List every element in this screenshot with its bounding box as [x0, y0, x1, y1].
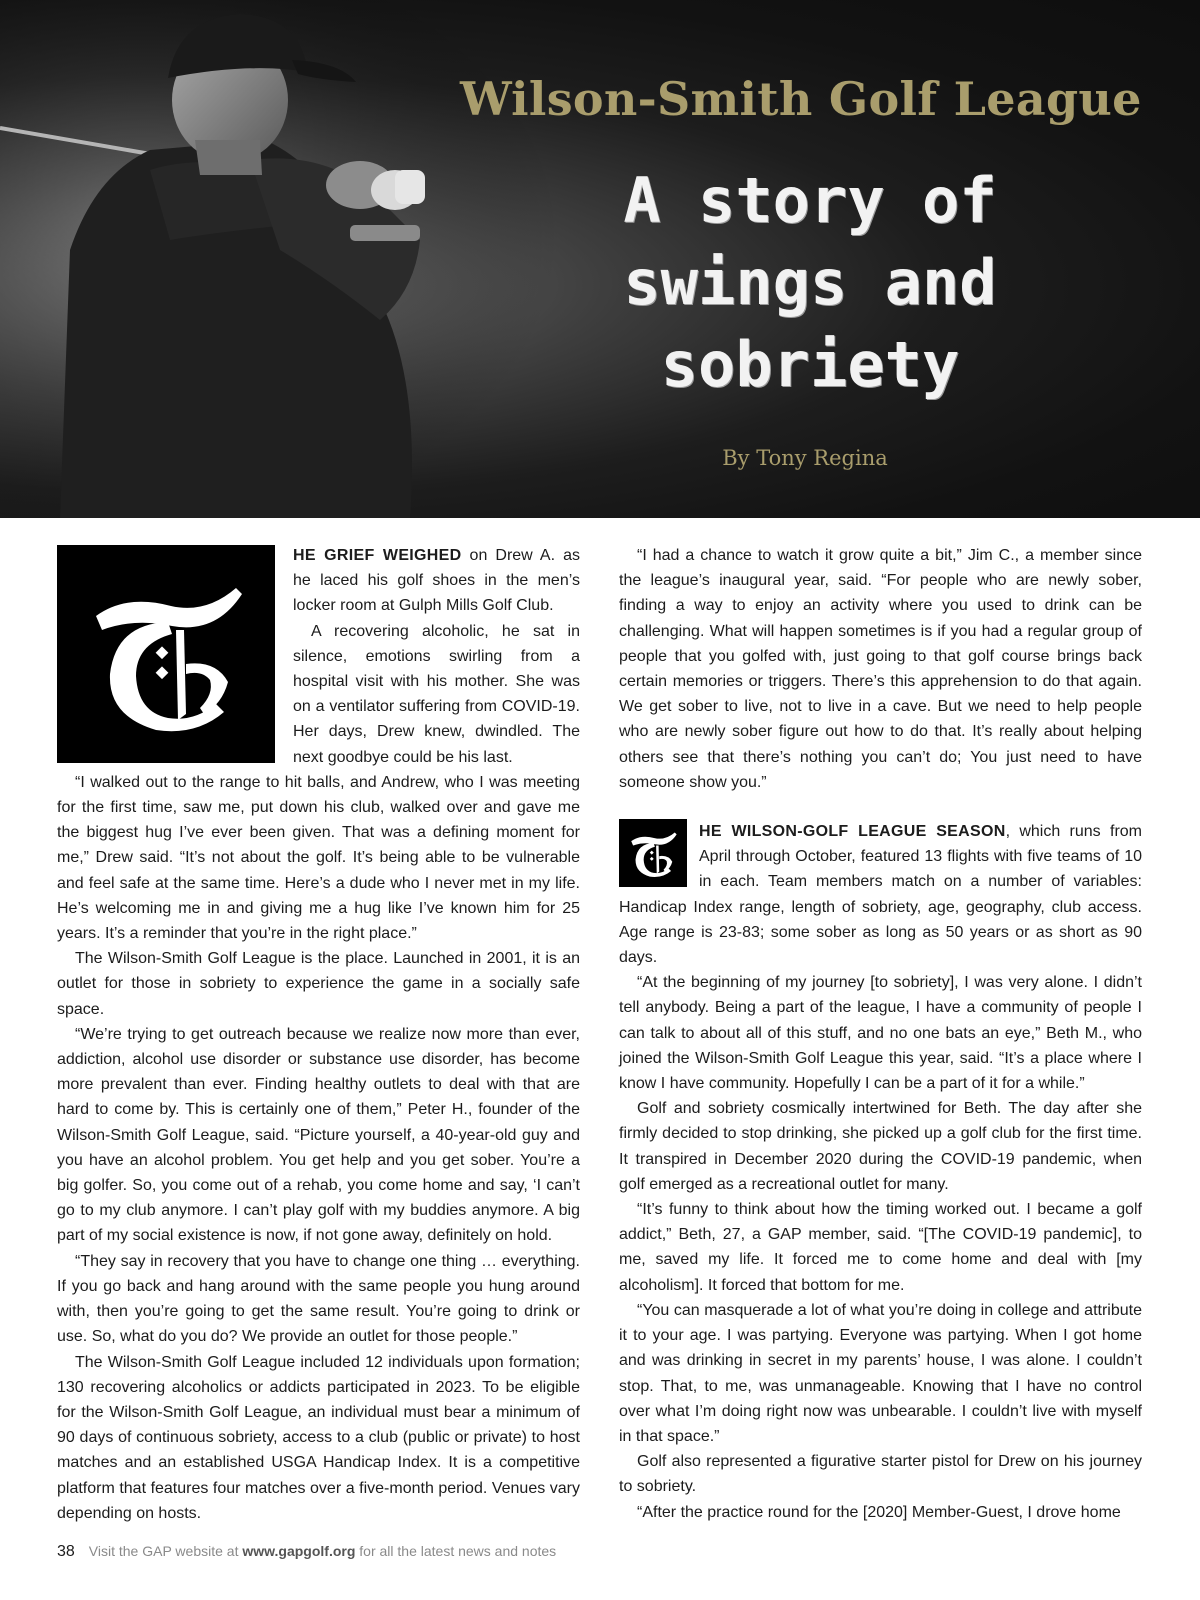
article-paragraph: “We’re trying to get outreach because we realize now more than ever, addiction, alcohol use disorder or substance use disorder, has become more prevalent than ever. Finding healthy outlets to deal with that are hard to come by. This is certainly one of them,” Peter H., founder of the Wilson-Smith Golf League, said. “Picture yourself, a 40-year-old guy and you have an alcohol problem. You get help and you get sober. You’re a big golfer. So, you come out of a rehab, you come home and say, ‘I can’t go to my club anymore. I can’t play golf with my buddies anymore. A big part of my social existence is now, if not gone away, definitely on hold.: [57, 1025, 580, 1245]
page-footer: [57, 1543, 757, 1561]
hero-banner: [0, 0, 1200, 518]
article-column-left: [57, 543, 580, 1526]
article-paragraph: “You can masquerade a lot of what you’re doing in college and attribute it to your age. I was partying. Everyone was partying. When I got home and was drinking in secret in my parents’ house, I was alone. I couldn’t stop. That, to me, was unmanageable. Knowing that I have no control over what I’m doing right now was unbearable. I couldn’t live with myself in that space.”: [619, 1301, 1142, 1445]
dropcap-logo-icon: [57, 545, 275, 763]
footer-text: for all the latest news and notes: [355, 1543, 557, 1559]
dropcap-logo-icon: [619, 819, 687, 887]
section-lead-paragraph: [619, 819, 1142, 970]
website-link[interactable]: www.gapgolf.org: [242, 1543, 356, 1559]
article-paragraph: “I had a chance to watch it grow quite a bit,” Jim C., a member since the league’s inaugural year, said. “For people who are newly sober, finding a way to enjoy an activity where you used to drink can be challenging. What will happen sometimes is if you had a regular group of people that you golfed with, just going to that golf course brings back certain memories or triggers. There’s this apprehension to do that again. We get sober to live, not to live in a cave. But we need to help people who are newly sober figure out how to do that. It’s really about helping others see that there’s nothing you can’t do; You just need to have someone show you.”: [619, 547, 1142, 791]
page-number: 38: [57, 1543, 75, 1560]
article-paragraph: Golf and sobriety cosmically intertwined for Beth. The day after she firmly decided to stop drinking, she picked up a golf club for the first time. It transpired in December 2020 during the COVID-19 pandemic, when golf emerged as a recreational outlet for many.: [619, 1100, 1142, 1193]
headline-line: sobriety: [660, 328, 960, 401]
blackletter-t-icon: [76, 564, 256, 744]
lead-caps: HE GRIEF WEIGHED: [293, 547, 462, 564]
byline: By Tony Regina: [722, 446, 888, 470]
article-paragraph: “They say in recovery that you have to change one thing … everything. If you go back and hang around with the same people you hung around with, then you’re going to get the same result. You’re going to drink or use. So, what do you do? We provide an outlet for those people.”: [57, 1252, 580, 1346]
article-paragraph: A recovering alcoholic, he sat in silence, emotions swirling from a hospital visit with his mother. She was on a ventilator suffering from COVID-19. Her days, Drew knew, dwindled. The next goodbye could be his last.: [293, 622, 580, 766]
headline-line: A story of: [623, 164, 997, 237]
headline-line: swings and: [623, 246, 997, 319]
article-paragraph: The Wilson-Smith Golf League included 12 individuals upon formation; 130 recovering alcoholics or addicts participated in 2023. To be eligible for the Wilson-Smith Golf League, an individual must bear a minimum of 90 days of continuous sobriety, access to a club (public or private) to host matches and an established USGA Handicap Index. It is a competitive platform that features four matches over a five-month period. Venues vary depending on hosts.: [57, 1353, 580, 1522]
article-paragraph: The Wilson-Smith Golf League is the place. Launched in 2001, it is an outlet for those in sobriety to experience the game in a socially safe space.: [57, 950, 580, 1018]
article-column-right: [619, 543, 1142, 1525]
league-title: Wilson-Smith Golf League: [460, 72, 1142, 126]
lead-text: on Drew A. as he laced his golf shoes in the men’s locker room at Gulph Mills Golf Club.: [293, 547, 580, 615]
footer-text: Visit the GAP website at: [88, 1543, 243, 1559]
lead-caps: HE WILSON-GOLF LEAGUE SEASON: [699, 823, 1006, 841]
lead-text: , which runs from April through October, featured 13 flights with five teams of 10 in each. Team members match on a number of variables: Handicap Index range, length of sobriety, age, geography, club access. Age range is 23-83; some sober as long as 50 years or as short as 90 days.: [619, 823, 1143, 967]
article-paragraph: “After the practice round for the [2020] Member-Guest, I drove home: [637, 1503, 1121, 1521]
blackletter-t-icon: [625, 825, 681, 881]
article-paragraph: Golf also represented a figurative starter pistol for Drew on his journey to sobriety.: [619, 1453, 1142, 1496]
article-paragraph: “I walked out to the range to hit balls, and Andrew, who I was meeting for the first time, saw me, put down his club, walked over and gave me the biggest hug I’ve ever been given. That was a defining moment for me,” Drew said. “It’s not about the golf. It’s being able to be vulnerable and feel safe at the same time. Here’s a dude who I never met in my life. He’s welcoming me in and giving me a hug like I’ve known him for 25 years. It’s a reminder that you’re in the right place.”: [57, 773, 580, 943]
headline: [540, 160, 1080, 406]
article-paragraph: “At the beginning of my journey [to sobriety], I was very alone. I didn’t tell anybody. Being a part of the league, I have a community of people I can talk to about all of this stuff, and no one bats an eye,” Beth M., who joined the Wilson-Smith Golf League this year, said. “It’s a place where I know I have community. Hopefully I can be a part of it for a while.”: [619, 974, 1142, 1093]
article-paragraph: “It’s funny to think about how the timing worked out. I became a golf addict,” Beth, 27, a GAP member, said. “[The COVID-19 pandemic], to me, saved my life. It forced me to come home and deal with [my alcoholism]. It forced that bottom for me.: [619, 1201, 1142, 1294]
